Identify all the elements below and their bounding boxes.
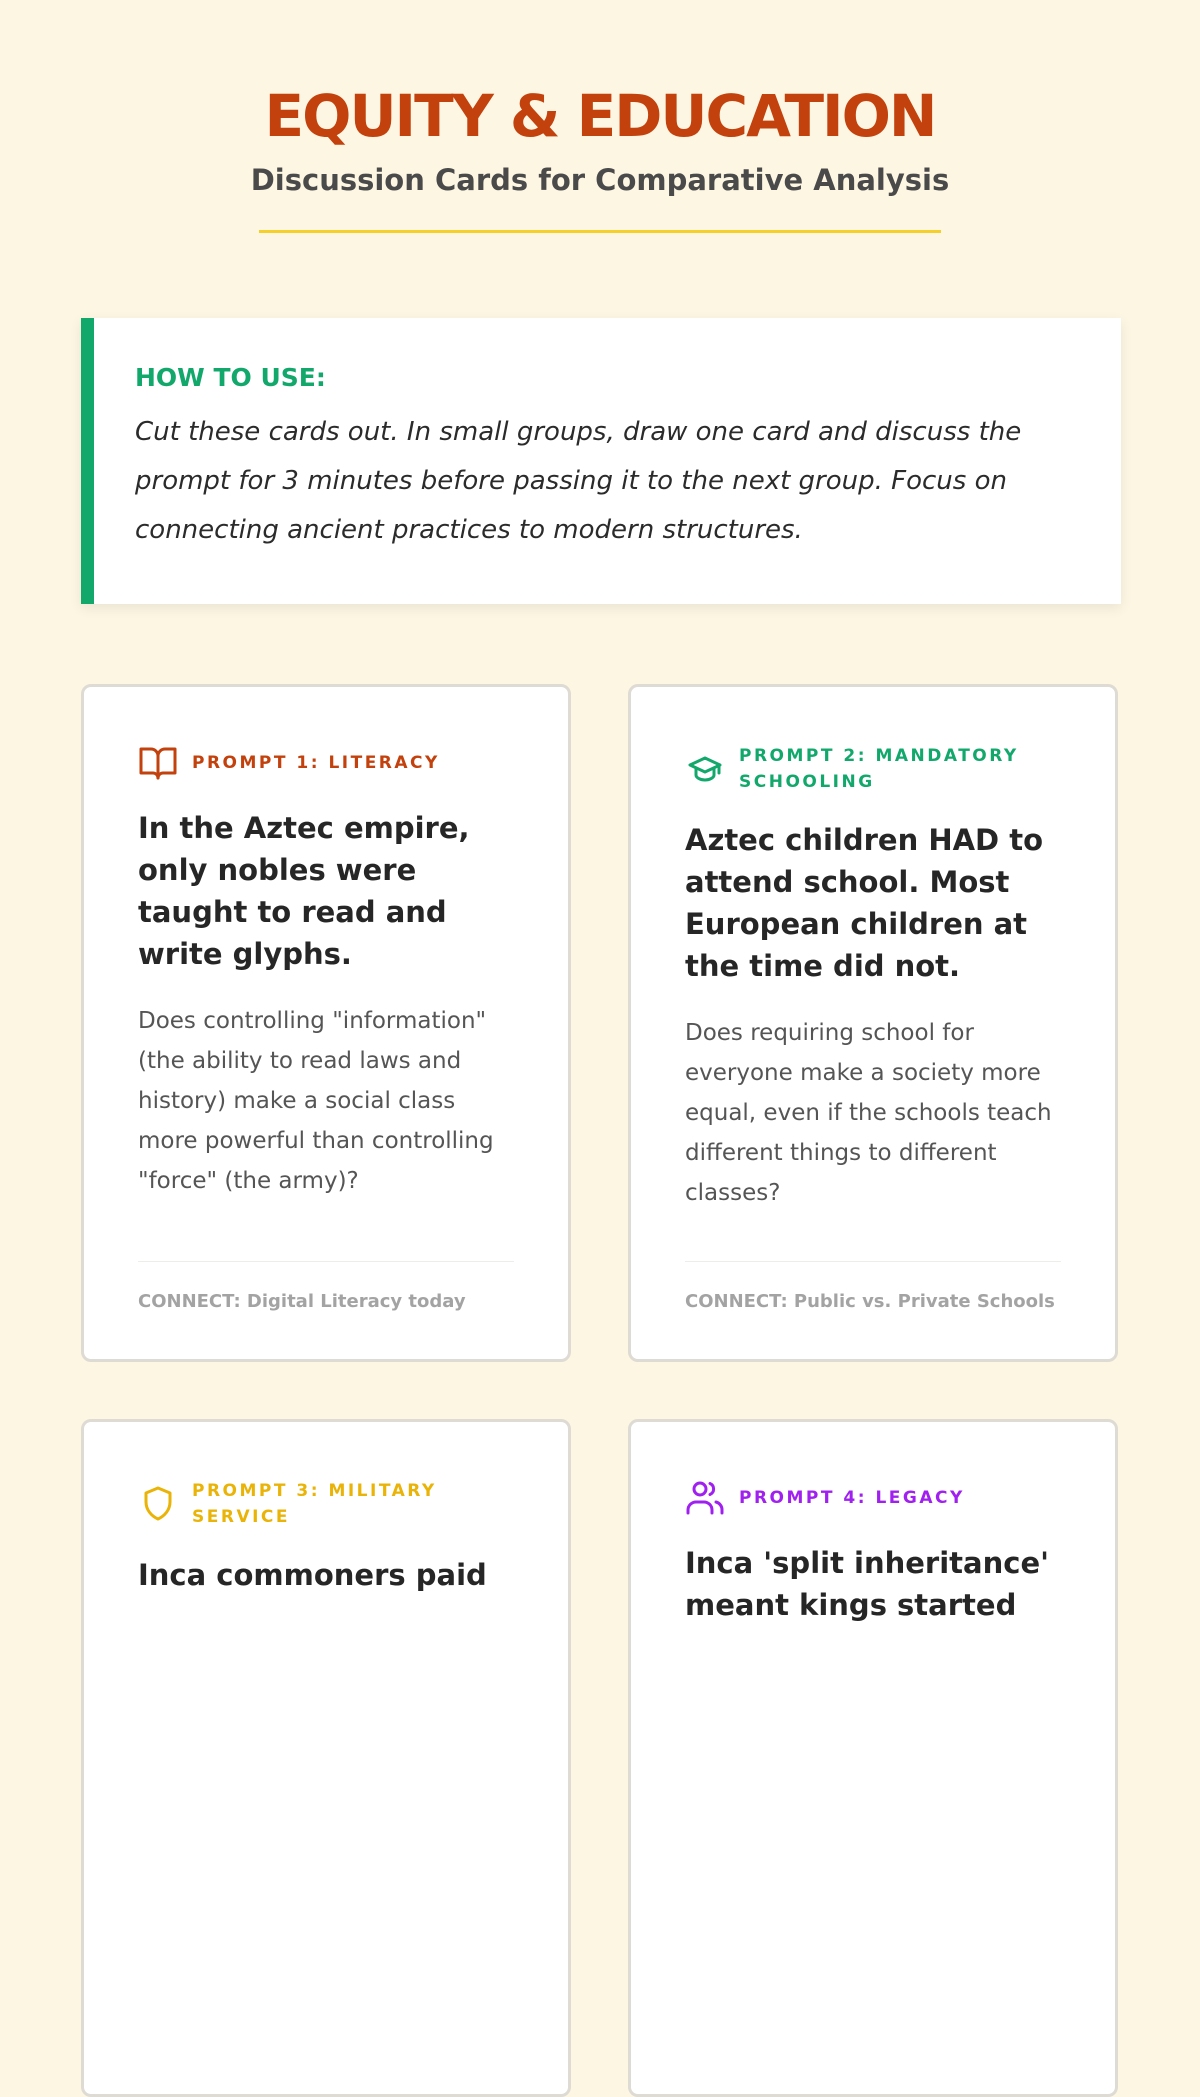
page-title: EQUITY & EDUCATION bbox=[264, 82, 936, 150]
page-header bbox=[0, 80, 1200, 233]
discussion-card-legacy bbox=[628, 1419, 1118, 2097]
card-header bbox=[685, 743, 1061, 795]
card-connect: CONNECT: Public vs. Private Schools bbox=[685, 1261, 1061, 1314]
how-to-use-heading: HOW TO USE: bbox=[135, 363, 326, 392]
how-to-use-instructions: Cut these cards out. In small groups, draw one card and discuss the prompt for 3 minutes before passing it to the next group. Focus on connecting ancient practices to modern structures. bbox=[135, 417, 1022, 545]
discussion-card-mandatory-schooling bbox=[628, 684, 1118, 1362]
card-tag: PROMPT 4: LEGACY bbox=[739, 1488, 965, 1508]
card-prompt: Does requiring school for everyone make a society more equal, even if the schools teach different things to different classes? bbox=[685, 1020, 1052, 1206]
card-prompt: Does controlling "information" (the ability to read laws and history) make a social class more powerful than controlling "force" (the army)? bbox=[138, 1008, 494, 1194]
page-subtitle: Discussion Cards for Comparative Analysis bbox=[250, 163, 950, 197]
discussion-card-military-service bbox=[81, 1419, 571, 2097]
card-header bbox=[138, 1478, 514, 1530]
card-question: Aztec children HAD to attend school. Most European children at the time did not. bbox=[685, 823, 1043, 983]
graduation-cap-icon bbox=[685, 749, 725, 789]
card-header bbox=[685, 1478, 1061, 1518]
card-connect: CONNECT: Digital Literacy today bbox=[138, 1261, 514, 1314]
card-question: Inca commoners paid bbox=[138, 1558, 487, 1592]
discussion-card-literacy bbox=[81, 684, 571, 1362]
users-icon bbox=[685, 1478, 725, 1518]
card-tag: PROMPT 1: LITERACY bbox=[192, 753, 440, 773]
card-question: In the Aztec empire, only nobles were taught to read and write glyphs. bbox=[138, 811, 470, 971]
header-divider bbox=[259, 230, 941, 233]
book-open-icon bbox=[138, 743, 178, 783]
card-tag: PROMPT 3: MILITARY SERVICE bbox=[192, 1481, 437, 1527]
card-question: Inca 'split inheritance' meant kings started bbox=[685, 1546, 1049, 1622]
how-to-use-panel bbox=[81, 318, 1121, 604]
card-tag: PROMPT 2: MANDATORY SCHOOLING bbox=[739, 746, 1019, 792]
shield-icon bbox=[138, 1484, 178, 1524]
card-header bbox=[138, 743, 514, 783]
